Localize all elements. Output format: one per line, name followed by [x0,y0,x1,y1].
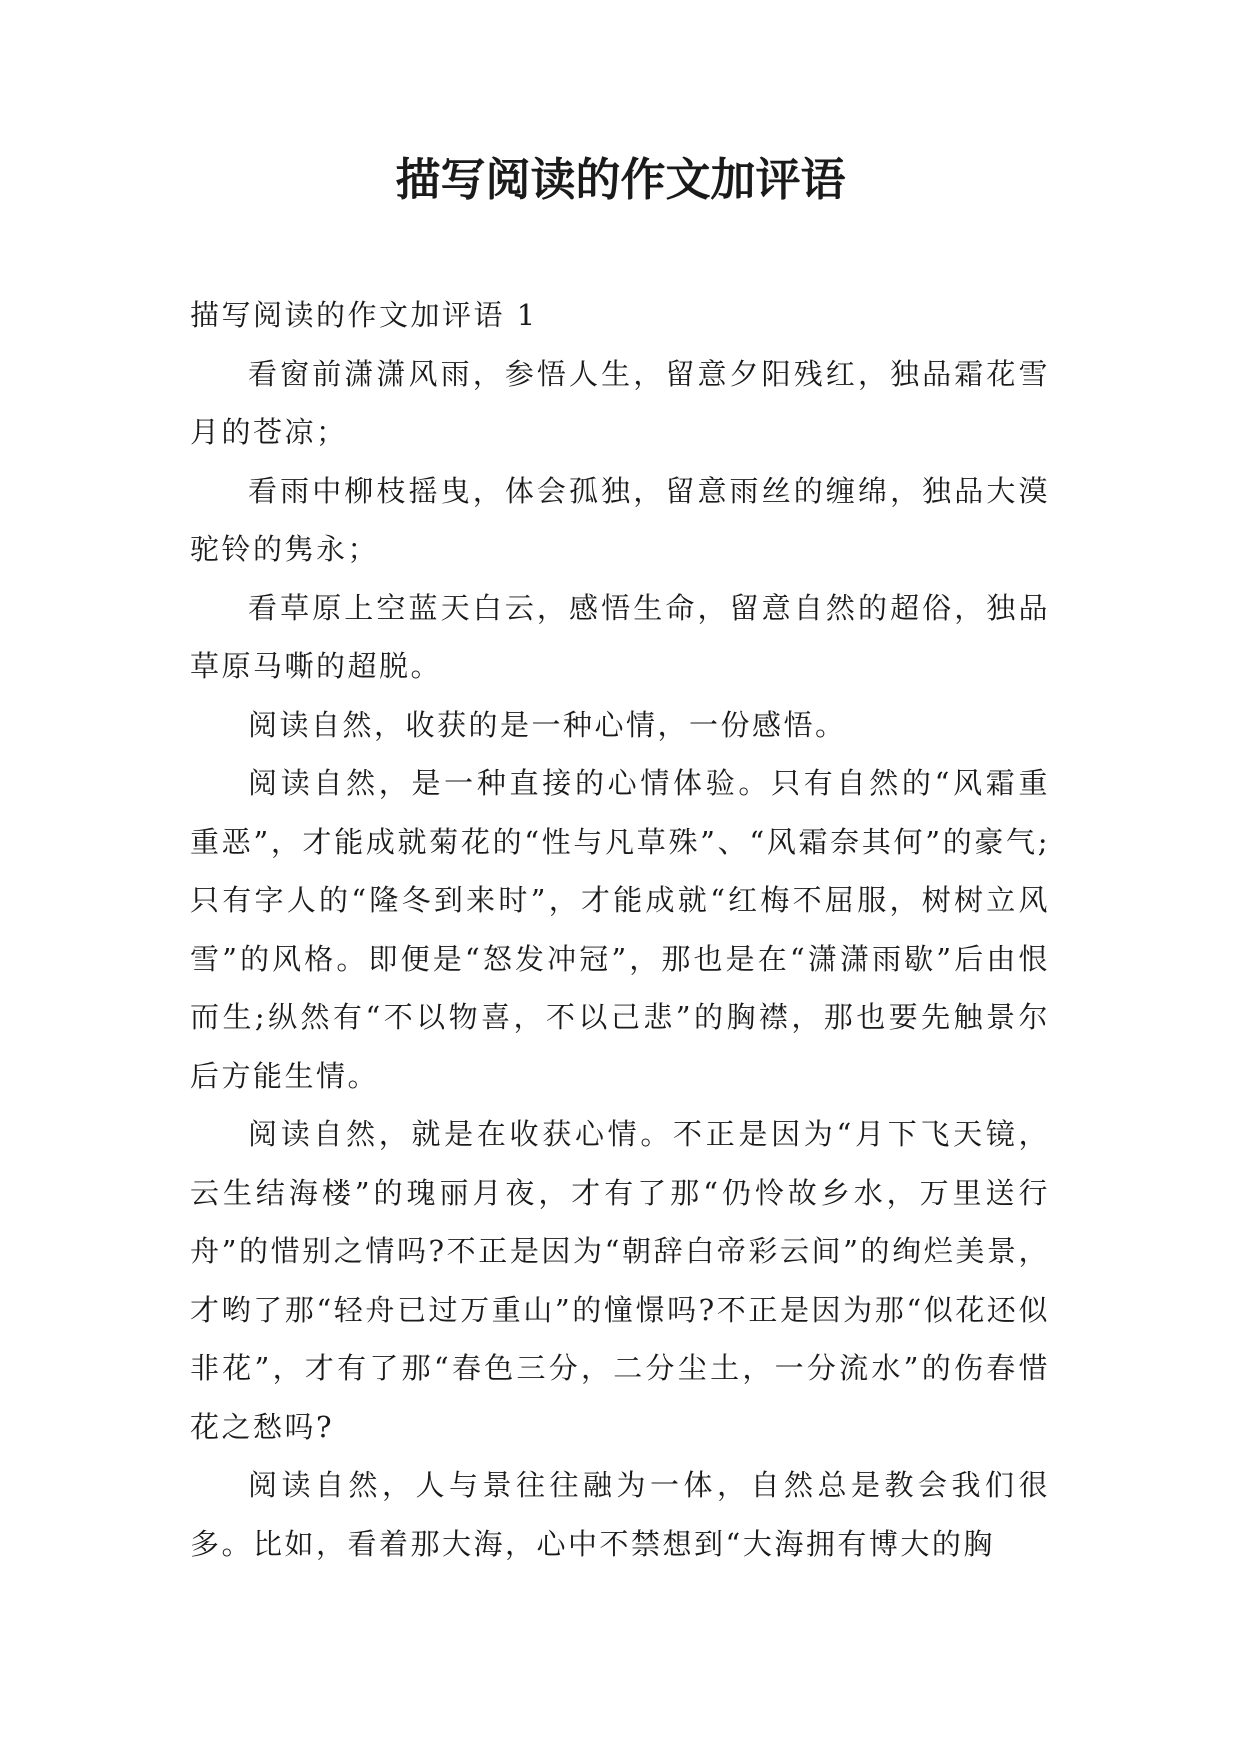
paragraph-3: 看草原上空蓝天白云，感悟生命，留意自然的超俗，独品草原马嘶的超脱。 [190,590,1050,683]
paragraph-7: 阅读自然，人与景往往融为一体，自然总是教会我们很多。比如，看着那大海，心中不禁想到“大海拥有博大的胸 [190,1468,1050,1561]
paragraph-6: 阅读自然，就是在收获心情。不正是因为“月下飞天镜，云生结海楼”的瑰丽月夜，才有了那“仍怜故乡水，万里送行舟”的惜别之情吗?不正是因为“朝辞白帝彩云间”的绚烂美景，才哟了那“轻舟已过万重山”的憧憬吗?不正是因为那“似花还似非花”，才有了那“春色三分，二分尘土，一分流水”的伤春惜花之愁吗? [190,1117,1050,1444]
document-title: 描写阅读的作文加评语 [395,153,846,206]
section-heading: 描写阅读的作文加评语 1 [190,298,538,332]
paragraph-5: 阅读自然，是一种直接的心情体验。只有自然的“风霜重重恶”，才能成就菊花的“性与凡草殊”、“风霜奈其何”的豪气;只有字人的“隆冬到来时”，才能成就“红梅不屈服，树树立风雪”的风格。即便是“怒发冲冠”，那也是在“潇潇雨歇”后由恨而生;纵然有“不以物喜，不以己悲”的胸襟，那也要先触景尔后方能生情。 [190,766,1050,1093]
paragraph-4: 阅读自然，收获的是一种心情，一份感悟。 [248,707,847,742]
document-body [190,286,1050,1573]
paragraph-2: 看雨中柳枝摇曳，体会孤独，留意雨丝的缠绵，独品大漠驼铃的隽永； [190,473,1050,566]
paragraph-1: 看窗前潇潇风雨，参悟人生，留意夕阳残红，独品霜花雪月的苍凉； [190,356,1050,449]
